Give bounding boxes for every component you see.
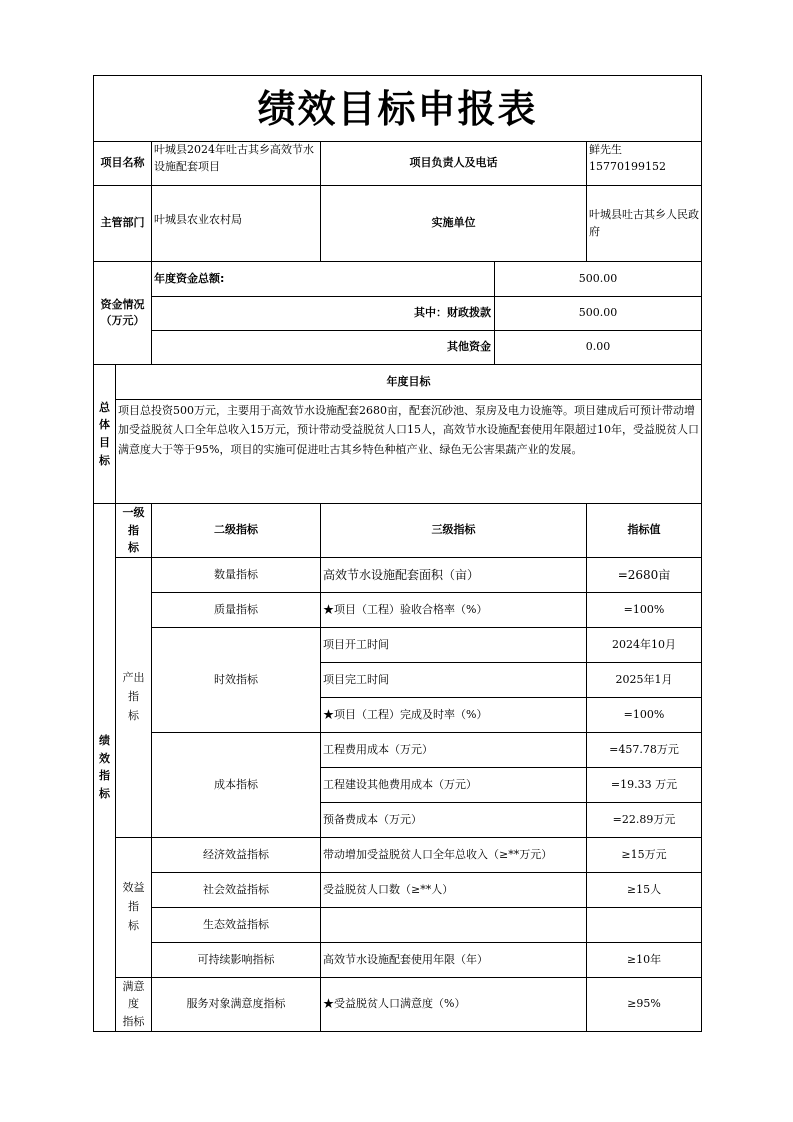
contact-label: 项目负责人及电话 [321,142,587,186]
cost-item-2: 工程建设其他费用成本（万元） [321,767,587,802]
funds-label-line2: （万元） [100,314,145,327]
economic-value: ≥15万元 [587,837,702,872]
quality-value: =100% [587,592,702,627]
unit-value: 叶城县吐古其乡人民政府 [587,186,702,262]
indicator-char-4: 标 [99,786,110,800]
output-label-line1: 产出指 [122,671,145,703]
service-satisfaction-indicator: 服务对象满意度指标 [152,977,321,1031]
performance-indicators-label [94,504,116,1032]
funds-total-label: 年度资金总额: [152,262,495,297]
cost-value-1: =457.78万元 [587,732,702,767]
contact-name: 鲜先生 [589,143,622,156]
benefit-label-line2: 标 [128,918,139,932]
sustainable-indicator: 可持续影响指标 [152,942,321,977]
header-level1-line2: 标 [128,541,139,555]
timeliness-item-2: 项目完工时间 [321,662,587,697]
timeliness-value-3: =100% [587,697,702,732]
header-level1 [116,504,152,558]
economic-indicator: 经济效益指标 [152,837,321,872]
indicator-char-2: 效 [99,751,110,765]
timeliness-value-1: 2024年10月 [587,627,702,662]
quality-item: ★项目（工程）验收合格率（%） [321,592,587,627]
satisfaction-label-line2: 指标 [122,1014,145,1028]
timeliness-item-1: 项目开工时间 [321,627,587,662]
benefit-label-line1: 效益指 [122,881,145,913]
funds-other-value: 0.00 [495,331,702,365]
ecological-item [321,907,587,942]
funds-label [94,262,152,365]
performance-form [93,75,701,1028]
header-level2: 二级指标 [152,504,321,558]
overall-char-4: 标 [99,453,110,467]
project-name-value: 叶城县2024年吐古其乡高效节水设施配套项目 [152,142,321,186]
quantity-item: 高效节水设施配套面积（亩） [321,557,587,592]
overall-char-2: 体 [99,418,110,432]
ecological-value [587,907,702,942]
annual-goal-text: 项目总投资500万元，主要用于高效节水设施配套2680亩，配套沉砂池、泵房及电力设施等。项目建成后可预计带动增加受益脱贫人口全年总收入15万元，预计带动受益脱贫人口15人，高效节水设施配套使用年限超过10年，受益脱贫人口满意度大于等于95%，项目的实施可促进吐古其乡特色种植产业、绿色无公害果蔬产业的发展。 [116,400,702,504]
social-item: 受益脱贫人口数（≥**人） [321,872,587,907]
ecological-indicator: 生态效益指标 [152,907,321,942]
dept-label: 主管部门 [94,186,152,262]
dept-value [152,186,321,262]
page-title: 绩效目标申报表 [94,76,702,142]
funds-total-value: 500.00 [495,262,702,297]
overall-goals-label [94,365,116,504]
form-table [93,75,702,1032]
economic-item: 带动增加受益脱贫人口全年总收入（≥**万元） [321,837,587,872]
satisfaction-label-line1: 满意度 [122,979,145,1011]
cost-item-3: 预备费成本（万元） [321,802,587,837]
header-level1-line1: 一级指 [122,506,145,537]
annual-goal-header: 年度目标 [116,365,702,400]
header-value: 指标值 [587,504,702,558]
header-level3: 三级指标 [321,504,587,558]
indicator-char-1: 绩 [99,734,110,748]
cost-value-3: =22.89万元 [587,802,702,837]
funds-label-line1: 资金情况 [100,297,145,311]
social-value: ≥15人 [587,872,702,907]
timeliness-item-3: ★项目（工程）完成及时率（%） [321,697,587,732]
project-name-label: 项目名称 [94,142,152,186]
timeliness-value-2: 2025年1月 [587,662,702,697]
quantity-value: =2680亩 [587,557,702,592]
dept-text: 叶城县农业农村局 [154,213,242,227]
overall-char-1: 总 [99,400,110,414]
social-indicator: 社会效益指标 [152,872,321,907]
cost-item-1: 工程费用成本（万元） [321,732,587,767]
funds-fiscal-label-cell [152,297,321,331]
sustainable-item: 高效节水设施配套使用年限（年） [321,942,587,977]
timeliness-indicator: 时效指标 [152,627,321,732]
benefit-indicators-label [116,837,152,977]
contact-phone: 15770199152 [589,159,666,173]
satisfaction-indicators-label [116,977,152,1031]
service-satisfaction-value: ≥95% [587,977,702,1031]
sustainable-value: ≥10年 [587,942,702,977]
funds-fiscal-value: 500.00 [495,297,702,331]
service-satisfaction-item: ★受益脱贫人口满意度（%） [321,977,587,1031]
output-indicators-label [116,557,152,837]
funds-other-label: 其他资金 [152,331,495,365]
quantity-indicator: 数量指标 [152,557,321,592]
cost-value-2: =19.33 万元 [587,767,702,802]
unit-label: 实施单位 [321,186,587,262]
funds-fiscal-label: 其中：财政拨款 [321,297,495,331]
output-label-line2: 标 [128,708,139,722]
indicator-char-3: 指 [99,769,110,783]
cost-indicator: 成本指标 [152,732,321,837]
contact-value [587,142,702,186]
overall-char-3: 目 [99,436,110,449]
quality-indicator: 质量指标 [152,592,321,627]
